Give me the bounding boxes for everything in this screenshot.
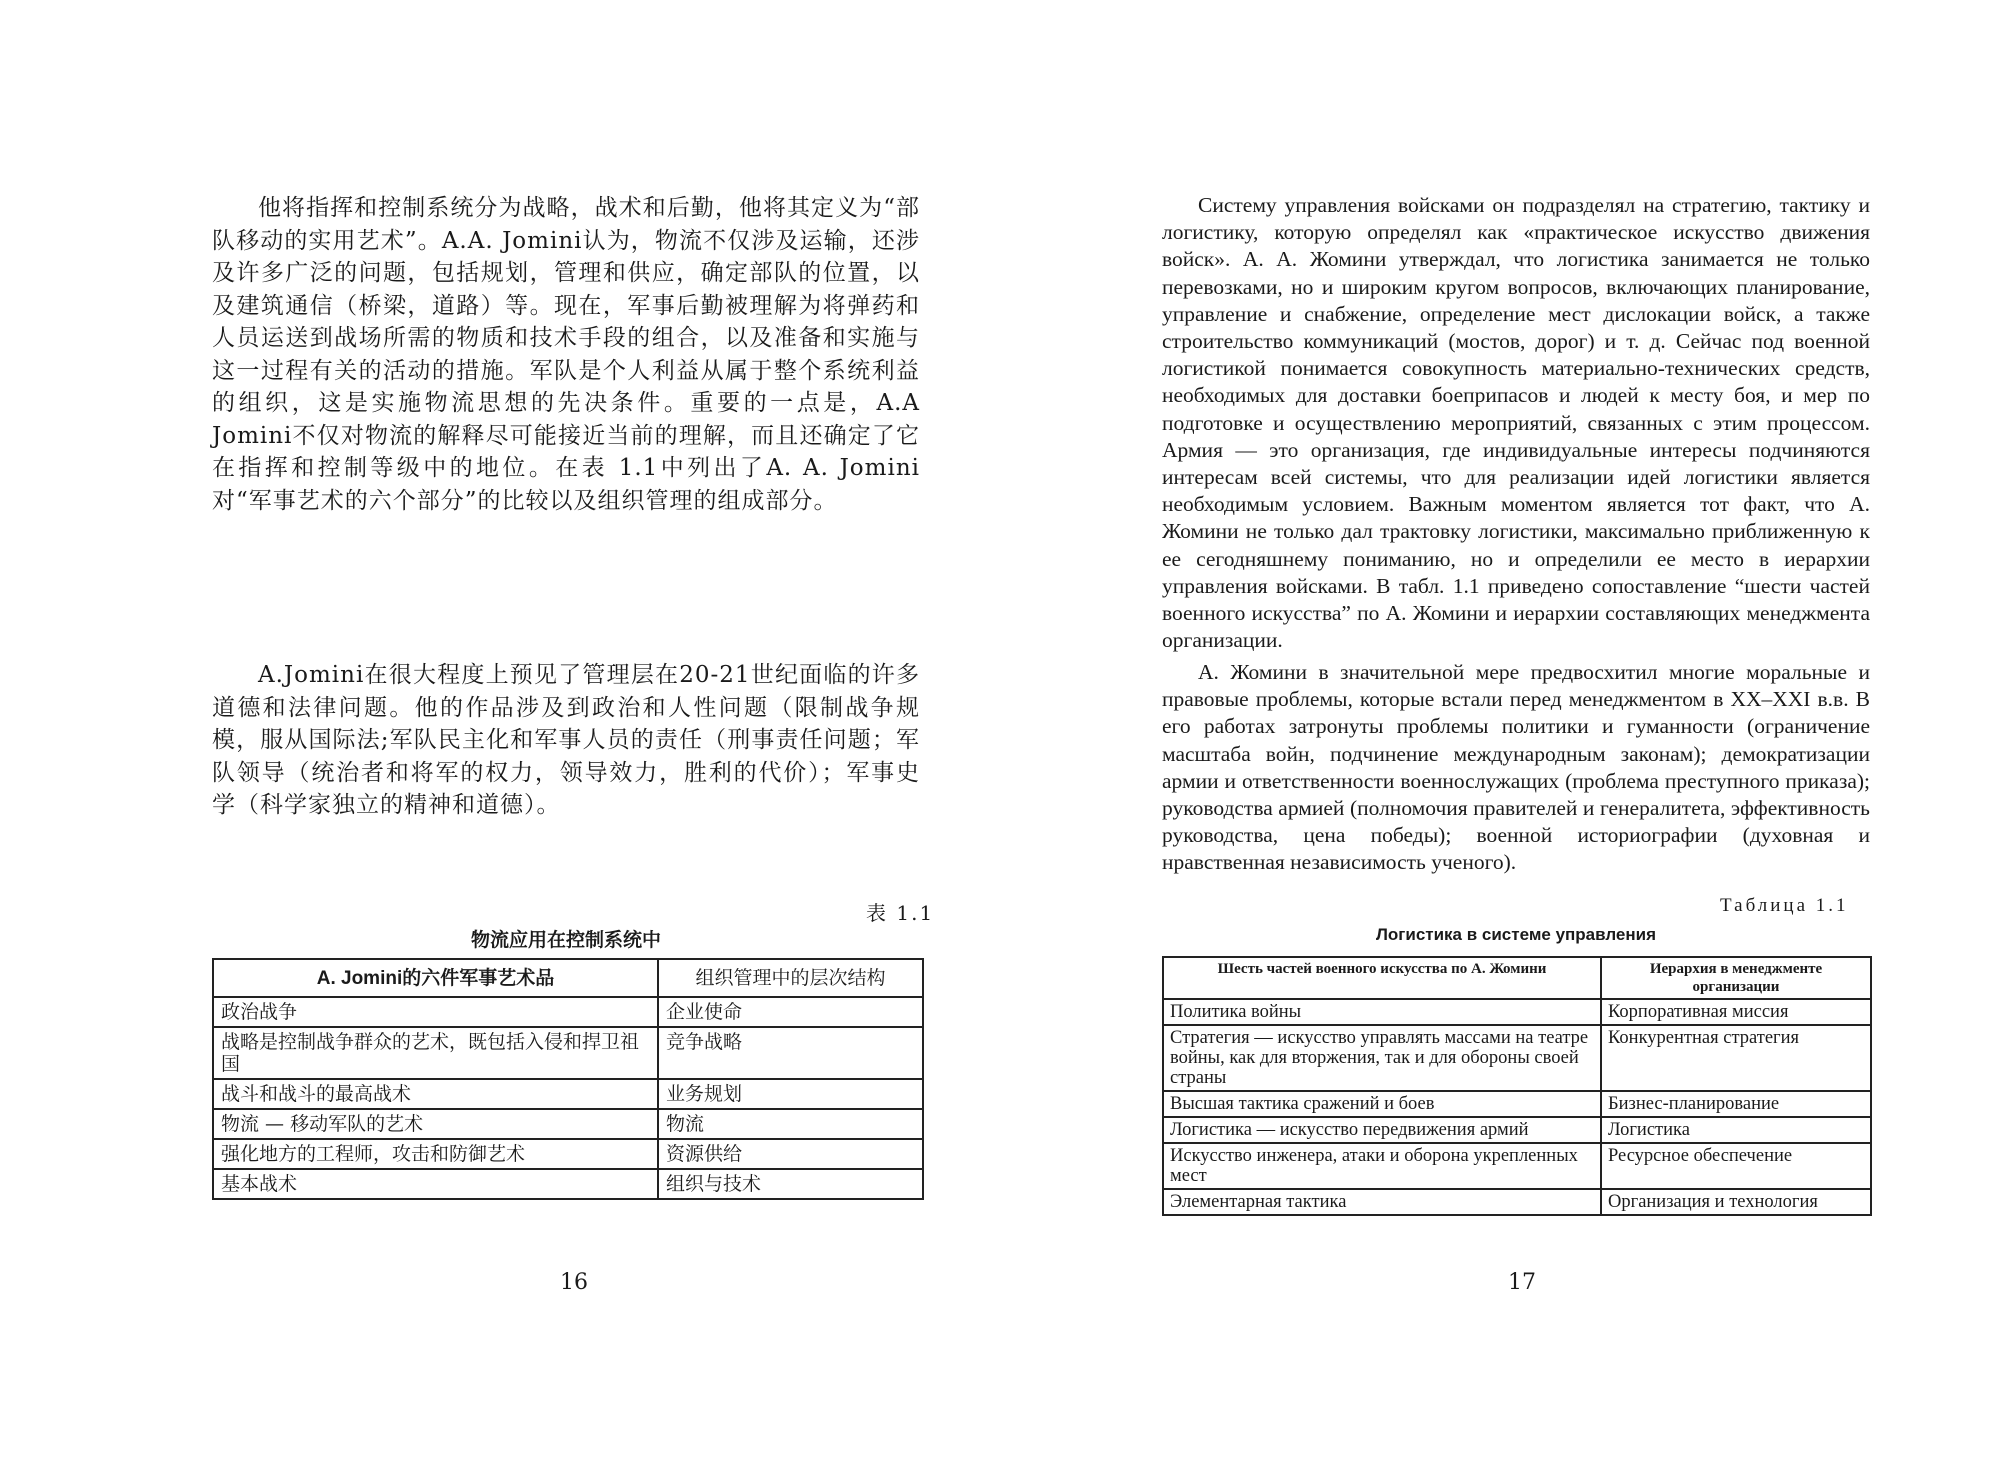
table-cell: 业务规划 (658, 1079, 923, 1109)
table-cell: 战斗和战斗的最高战术 (213, 1079, 658, 1109)
table-cell: 竞争战略 (658, 1027, 923, 1079)
table-cell: Бизнес-планирование (1601, 1091, 1871, 1117)
table-cell: Искусство инженера, атаки и оборона укрепленных мест (1163, 1143, 1601, 1189)
page-number-right: 17 (1508, 1270, 1536, 1295)
table-cell: 强化地方的工程师，攻击和防御艺术 (213, 1139, 658, 1169)
page-number-left: 16 (560, 1270, 588, 1295)
table-header-cell: 组织管理中的层次结构 (658, 959, 923, 997)
table-row (1163, 1025, 1871, 1091)
table-cell: Логистика — искусство передвижения армий (1163, 1117, 1601, 1143)
table-header-cell: A. Jomini的六件军事艺术品 (213, 959, 658, 997)
table-row (1163, 1143, 1871, 1189)
russian-paragraph-1: Систему управления войсками он подразделял на стратегию, тактику и логистику, которую определял как «практическое искусство движения войск». А. А. Жомини утверждал, что логистика занимается не только перевозками, но и широким кругом вопросов, включающих планирование, управление и снабжение, определение мест дислокации войск, а также строительство коммуникаций (мостов, дорог) и т. д. Сейчас под военной логистикой понимается совокупность материально-технических средств, необходимых для доставки боеприпасов и людей к месту боя, и мер по подготовке и осуществлению мероприятий, связанных с этим процессом. Армия — это организация, где индивидуальные интересы подчиняются интересам всей системы, что для реализации идей логистики является необходимым условием. Важным моментом является тот факт, что А. Жомини не только дал трактовку логистики, максимально приближенную к ее сегодняшнему пониманию, но и определили ее место в иерархии управления войсками. В табл. 1.1 приведено сопоставление “шести частей военного искусства” по А. Жомини и иерархии составляющих менеджмента организации. (1162, 193, 1870, 653)
table-cell: 组织与技术 (658, 1169, 923, 1199)
russian-paragraph-2: А. Жомини в значительной мере предвосхитил многие моральные и правовые проблемы, которые встали перед менеджментом в XX–XXI в.в. В его работах затронуты проблемы политики и гуманности (ограничение масштаба войн, подчинение международным законам); демократизации армии и ответственности военнослужащих (проблема преступного приказа); руководства армией (полномочия правителей и генералитета, эффективность руководства, цена победы); военной историографии (духовная и нравственная независимость ученого). (1162, 660, 1870, 875)
table-row (213, 1139, 923, 1169)
chinese-table-title: 物流应用在控制系统中 (470, 929, 661, 951)
table-cell: 资源供给 (658, 1139, 923, 1169)
table-row (213, 1109, 923, 1139)
table-cell: Корпоративная миссия (1601, 999, 1871, 1025)
table-cell: 企业使命 (658, 997, 923, 1027)
table-cell: Ресурсное обеспечение (1601, 1143, 1871, 1189)
table-cell: 基本战术 (213, 1169, 658, 1199)
table-row (1163, 1117, 1871, 1143)
russian-table-title: Логистика в системе управления (1375, 925, 1657, 944)
chinese-paragraph-1: 他将指挥和控制系统分为战略，战术和后勤，他将其定义为“部队移动的实用艺术”。A.A. Jomini认为，物流不仅涉及运输，还涉及许多广泛的问题，包括规划，管理和供应，确定部队的位置，以及建筑通信（桥梁，道路）等。现在，军事后勤被理解为将弹药和人员运送到战场所需的物质和技术手段的组合，以及准备和实施与这一过程有关的活动的措施。军队是个人利益从属于整个系统利益的组织，这是实施物流思想的先决条件。重要的一点是，A.A Jomini不仅对物流的解释尽可能接近当前的理解，而且还确定了它在指挥和控制等级中的地位。在表 1.1中列出了A. A. Jomini对“军事艺术的六个部分”的比较以及组织管理的组成部分。 (212, 195, 920, 514)
table-cell: Высшая тактика сражений и боев (1163, 1091, 1601, 1117)
table-cell: Конкурентная стратегия (1601, 1025, 1871, 1091)
table-header-row (213, 959, 923, 997)
table-cell: Элементарная тактика (1163, 1189, 1601, 1215)
table-cell: 政治战争 (213, 997, 658, 1027)
table-row (213, 1027, 923, 1079)
chinese-paragraph-2: A.Jomini在很大程度上预见了管理层在20-21世纪面临的许多道德和法律问题。他的作品涉及到政治和人性问题（限制战争规模，服从国际法;军队民主化和军事人员的责任（刑事责任问题；军队领导（统治者和将军的权力，领导效力，胜利的代价）；军事史学（科学家独立的精神和道德）。 (212, 662, 920, 818)
table-cell: Политика войны (1163, 999, 1601, 1025)
table-header-row (1163, 957, 1871, 999)
table-header-cell: Шесть частей военного искусства по А. Жомини (1163, 957, 1601, 999)
table-cell: Логистика (1601, 1117, 1871, 1143)
table-cell: Стратегия — искусство управлять массами на театре войны, как для вторжения, так и для обороны своей страны (1163, 1025, 1601, 1091)
russian-table-label: Таблица 1.1 (1720, 895, 1849, 916)
table-cell: Организация и технология (1601, 1189, 1871, 1215)
table-cell: 物流 (658, 1109, 923, 1139)
table-row (1163, 999, 1871, 1025)
russian-comparison-table (1162, 956, 1872, 1216)
table-cell: 物流 — 移动军队的艺术 (213, 1109, 658, 1139)
table-row (1163, 1189, 1871, 1215)
table-row (1163, 1091, 1871, 1117)
chinese-table-label: 表 1.1 (866, 901, 935, 925)
table-row (213, 1079, 923, 1109)
table-row (213, 997, 923, 1027)
right-page (1000, 0, 2000, 1481)
table-header-cell: Иерархия в менеджменте организации (1601, 957, 1871, 999)
chinese-comparison-table (212, 958, 924, 1200)
table-cell: 战略是控制战争群众的艺术，既包括入侵和捍卫祖国 (213, 1027, 658, 1079)
table-row (213, 1169, 923, 1199)
